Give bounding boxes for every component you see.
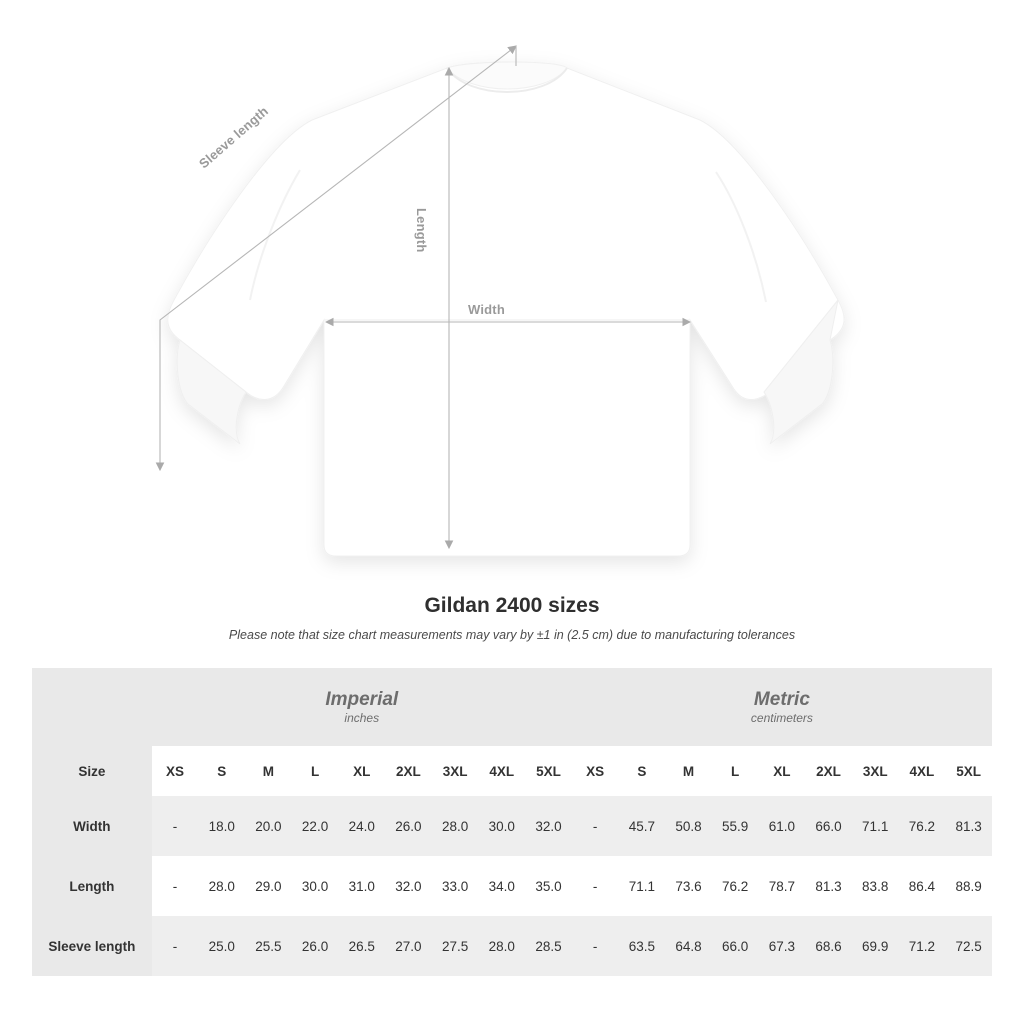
size-header-metric-3xl: 3XL	[852, 746, 899, 796]
unit-corner-cell	[32, 668, 152, 746]
size-label-cell: Size	[32, 746, 152, 796]
size-header-imperial-s: S	[198, 746, 245, 796]
table-row	[32, 856, 992, 916]
size-header-imperial-5xl: 5XL	[525, 746, 572, 796]
cell-sleeve-imperial-xs: -	[152, 916, 199, 976]
size-header-metric-l: L	[712, 746, 759, 796]
size-header-imperial-l: L	[292, 746, 339, 796]
cell-width-imperial-2xl: 26.0	[385, 796, 432, 856]
cell-sleeve-metric-xl: 67.3	[759, 916, 806, 976]
cell-length-metric-l: 76.2	[712, 856, 759, 916]
unit-metric-sub: centimeters	[750, 710, 813, 725]
unit-imperial-cell	[152, 668, 572, 746]
title-block	[0, 594, 1024, 642]
cell-length-imperial-l: 30.0	[292, 856, 339, 916]
length-label: Length	[414, 208, 429, 253]
cell-sleeve-imperial-l: 26.0	[292, 916, 339, 976]
size-header-imperial-xs: XS	[152, 746, 199, 796]
size-header-metric-m: M	[665, 746, 712, 796]
cell-width-imperial-s: 18.0	[198, 796, 245, 856]
cell-width-metric-3xl: 71.1	[852, 796, 899, 856]
width-label: Width	[468, 302, 505, 317]
shirt-shape	[168, 62, 844, 556]
unit-imperial-sub: inches	[344, 710, 380, 725]
size-table	[32, 668, 992, 976]
cell-sleeve-imperial-2xl: 27.0	[385, 916, 432, 976]
cell-length-metric-4xl: 86.4	[899, 856, 946, 916]
cell-width-imperial-xs: -	[152, 796, 199, 856]
size-header-imperial-m: M	[245, 746, 292, 796]
cell-length-metric-2xl: 81.3	[805, 856, 852, 916]
cell-width-metric-l: 55.9	[712, 796, 759, 856]
cell-length-metric-s: 71.1	[619, 856, 666, 916]
cell-length-metric-5xl: 88.9	[945, 856, 992, 916]
cell-width-imperial-5xl: 32.0	[525, 796, 572, 856]
cell-width-imperial-xl: 24.0	[338, 796, 385, 856]
cell-length-imperial-5xl: 35.0	[525, 856, 572, 916]
unit-imperial-name: Imperial	[325, 689, 399, 711]
row-label-sleeve-length: Sleeve length	[32, 916, 152, 976]
size-header-metric-4xl: 4XL	[899, 746, 946, 796]
size-header-metric-xl: XL	[759, 746, 806, 796]
cell-width-imperial-m: 20.0	[245, 796, 292, 856]
cell-length-imperial-2xl: 32.0	[385, 856, 432, 916]
size-header-imperial-xl: XL	[338, 746, 385, 796]
cell-length-metric-xs: -	[572, 856, 619, 916]
cell-width-metric-s: 45.7	[619, 796, 666, 856]
cell-length-imperial-4xl: 34.0	[478, 856, 525, 916]
tolerance-note: Please note that size chart measurements may vary by ±1 in (2.5 cm) due to manufacturing tolerances	[228, 628, 796, 642]
size-header-metric-s: S	[619, 746, 666, 796]
cell-sleeve-metric-xs: -	[572, 916, 619, 976]
size-header-imperial-2xl: 2XL	[385, 746, 432, 796]
cell-sleeve-metric-3xl: 69.9	[852, 916, 899, 976]
unit-metric-cell	[572, 668, 992, 746]
cell-length-metric-3xl: 83.8	[852, 856, 899, 916]
cell-width-metric-xs: -	[572, 796, 619, 856]
cell-sleeve-imperial-3xl: 27.5	[432, 916, 479, 976]
cell-sleeve-imperial-xl: 26.5	[338, 916, 385, 976]
cell-width-metric-m: 50.8	[665, 796, 712, 856]
cell-width-imperial-l: 22.0	[292, 796, 339, 856]
size-header-metric-5xl: 5XL	[945, 746, 992, 796]
cell-width-metric-xl: 61.0	[759, 796, 806, 856]
cell-length-imperial-xl: 31.0	[338, 856, 385, 916]
cell-sleeve-imperial-s: 25.0	[198, 916, 245, 976]
cell-length-imperial-s: 28.0	[198, 856, 245, 916]
cell-sleeve-metric-l: 66.0	[712, 916, 759, 976]
table-row	[32, 796, 992, 856]
page-title: Gildan 2400 sizes	[424, 594, 600, 617]
size-header-metric-2xl: 2XL	[805, 746, 852, 796]
cell-sleeve-metric-m: 64.8	[665, 916, 712, 976]
cell-sleeve-metric-5xl: 72.5	[945, 916, 992, 976]
sleeve-length-label: Sleeve length	[196, 103, 272, 172]
cell-width-imperial-3xl: 28.0	[432, 796, 479, 856]
size-table-wrapper	[32, 668, 992, 976]
cell-sleeve-imperial-4xl: 28.0	[478, 916, 525, 976]
cell-sleeve-imperial-m: 25.5	[245, 916, 292, 976]
cell-length-metric-xl: 78.7	[759, 856, 806, 916]
unit-header-row	[32, 668, 992, 746]
cell-length-imperial-m: 29.0	[245, 856, 292, 916]
cell-width-metric-4xl: 76.2	[899, 796, 946, 856]
cell-sleeve-imperial-5xl: 28.5	[525, 916, 572, 976]
size-header-imperial-3xl: 3XL	[432, 746, 479, 796]
cell-width-metric-5xl: 81.3	[945, 796, 992, 856]
cell-length-metric-m: 73.6	[665, 856, 712, 916]
size-header-row	[32, 746, 992, 796]
table-row	[32, 916, 992, 976]
size-header-metric-xs: XS	[572, 746, 619, 796]
row-label-width: Width	[32, 796, 152, 856]
cell-sleeve-metric-2xl: 68.6	[805, 916, 852, 976]
cell-sleeve-metric-4xl: 71.2	[899, 916, 946, 976]
cell-length-imperial-xs: -	[152, 856, 199, 916]
cell-width-metric-2xl: 66.0	[805, 796, 852, 856]
cell-length-imperial-3xl: 33.0	[432, 856, 479, 916]
cell-width-imperial-4xl: 30.0	[478, 796, 525, 856]
unit-metric-name: Metric	[753, 689, 810, 711]
cell-sleeve-metric-s: 63.5	[619, 916, 666, 976]
size-header-imperial-4xl: 4XL	[478, 746, 525, 796]
row-label-length: Length	[32, 856, 152, 916]
